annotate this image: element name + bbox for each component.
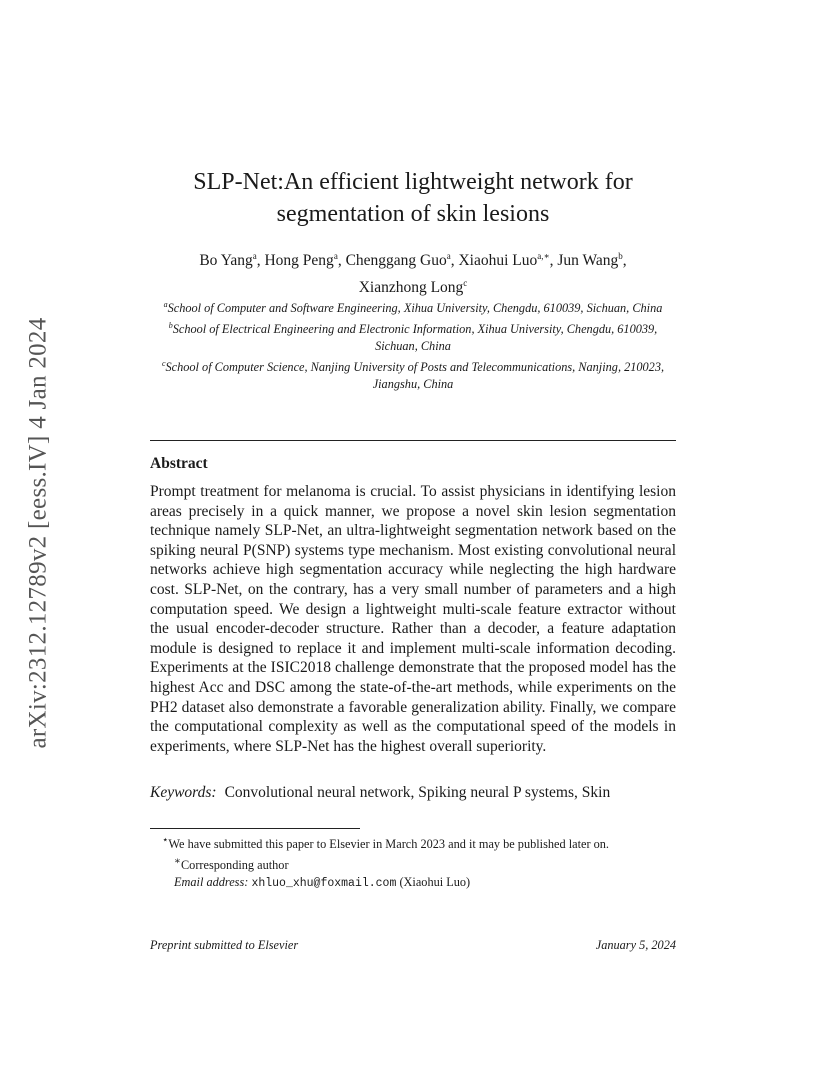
footnote-email: [150, 874, 676, 892]
author-name: Bo Yang: [199, 252, 253, 270]
affiliation-mark: b: [168, 321, 173, 331]
author-separator: ,: [549, 252, 558, 270]
footnote-star-mark: ⋆: [162, 835, 169, 846]
author-name: Jun Wang: [557, 252, 619, 270]
title-line-1: SLP-Net:An efficient lightweight network for: [193, 169, 633, 195]
footnote-asterisk-mark: ∗: [174, 856, 181, 868]
arxiv-identifier: arXiv:2312.12789v2 [eess.IV] 4 Jan 2024: [25, 316, 53, 749]
arxiv-sidebar: [17, 295, 61, 770]
email-owner: (Xiaohui Luo): [399, 875, 471, 890]
abstract-heading: Abstract: [150, 455, 208, 472]
author-affiliation-mark: a,∗: [537, 251, 550, 261]
author-affiliation-mark: c: [463, 278, 468, 289]
keywords-line: [150, 784, 676, 802]
footer-date: January 5, 2024: [595, 938, 676, 952]
author-separator: ,: [337, 252, 346, 270]
affiliation-mark: c: [161, 359, 166, 369]
footnotes: [150, 832, 676, 892]
affiliation-text: School of Computer and Software Engineering, Xihua University, Chengdu, 610039, Sichuan, China: [167, 301, 663, 316]
affiliation-text: School of Computer Science, Nanjing University of Posts and Telecommunications, Nanjing, 210023, Jiangshu, China: [165, 360, 665, 392]
author-name: Xianzhong Long: [358, 279, 464, 297]
affiliation-item: [150, 355, 676, 393]
footnote-corresponding: [150, 853, 676, 874]
author-list: [150, 245, 676, 299]
author-name: Hong Peng: [264, 252, 334, 270]
author-affiliation-mark: a: [446, 251, 451, 261]
footnote-rule: [150, 828, 360, 829]
footer-preprint-note: Preprint submitted to Elsevier: [150, 938, 299, 952]
author-separator: ,: [256, 252, 265, 270]
author-separator: ,: [622, 252, 627, 270]
author-name: Chenggang Guo: [345, 252, 447, 270]
footnote-submission: [150, 832, 676, 853]
author-separator: ,: [450, 252, 459, 270]
paper-title: [150, 166, 676, 230]
author-name: Xiaohui Luo: [458, 252, 538, 270]
affiliation-list: [150, 296, 676, 393]
keywords-text: Convolutional neural network, Spiking neural P systems, Skin: [224, 784, 611, 801]
author-affiliation-mark: b: [618, 251, 623, 261]
author-affiliation-mark: a: [333, 251, 338, 261]
affiliation-item: [150, 317, 676, 355]
affiliation-item: [150, 296, 676, 317]
affiliation-text: School of Electrical Engineering and Electronic Information, Xihua University, Chengdu, 610039, Sichuan, China: [172, 322, 658, 354]
email-label: Email address:: [174, 875, 249, 890]
author-affiliation-mark: a: [252, 251, 257, 261]
footnote-submission-text: We have submitted this paper to Elsevier in March 2023 and it may be published later on.: [168, 837, 609, 852]
keywords-label: Keywords:: [150, 784, 217, 801]
footnote-corresponding-text: Corresponding author: [180, 858, 289, 873]
affiliation-mark: a: [163, 300, 168, 309]
abstract-top-rule: [150, 440, 676, 441]
abstract-text: Prompt treatment for melanoma is crucial. To assist physicians in identifying lesion areas precisely in a quick manner, we propose a novel skin lesion segmentation technique namely SLP-Net, an ultra-lightweight segmentation network based on the spiking neural P(SNP) systems type mechanism. Most existing convolutional neural networks achieve high segmentation accuracy while neglecting the high hardware cost. SLP-Net, on the contrary, has a very small number of parameters and a high computation speed. We design a lightweight multi-scale feature extractor without the usual encoder-decoder structure. Rather than a decoder, a feature adaptation module is designed to replace it and implement multi-scale information decoding. Experiments at the ISIC2018 challenge demonstrate that the proposed model has the highest Acc and DSC among the state-of-the-art methods, while experiments on the PH2 dataset also demonstrate a favorable generalization ability. Finally, we compare the computational complexity as well as the computational speed of the models in experiments, where SLP-Net has the highest overall superiority.: [150, 483, 676, 755]
email-address-link[interactable]: xhluo_xhu@foxmail.com: [251, 877, 397, 891]
title-line-2: segmentation of skin lesions: [276, 201, 550, 227]
